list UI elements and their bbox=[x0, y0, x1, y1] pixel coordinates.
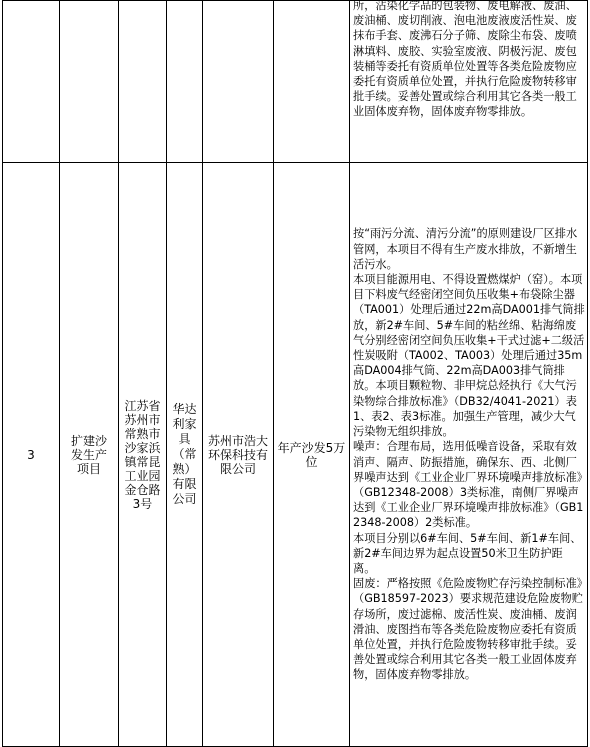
cell-company: 华达利家具（常熟）有限公司 bbox=[167, 163, 203, 747]
requirement-protection-distance: 本项目分别以6#车间、5#车间、新1#车间、新2#车间边界为起点设置50米卫生防护距离。 bbox=[353, 531, 582, 575]
requirement-paragraph: 所，沾染化学品的包装物、废电解液、废油、废油桶、废切削液、泡电池废液废活性炭、废抹布手套、废沸石分子筛、废除尘布袋、废喷淋填料、废胶、实验室废液、阴极污泥、废包装桶等委托有资质单位处置等各类危险废物应委托有资质单位处置，并执行危险废物转移审批手续。妥善处置或综合利用其它各类一般工业固体废弃物，固体废弃物零排放。 bbox=[353, 0, 577, 119]
cell-eia-unit: 苏州市浩大环保科技有限公司 bbox=[203, 163, 274, 747]
table-row-3 bbox=[3, 163, 588, 747]
cell-eia-unit-prev bbox=[203, 1, 274, 163]
requirement-solid-waste: 固废：严格按照《危险废物贮存污染控制标准》（GB18597-2023）要求规范建设危险废物贮存场所，废过滤棉、废活性炭、废油桶、废润滑油、废图挡布等各类危险废物应委托有资质单位处置，并执行危险废物转移审批手续。妥善处置或综合利用其它各类一般工业固体废弃物，固体废弃物零排放。 bbox=[353, 577, 583, 682]
cell-scale: 年产沙发5万位 bbox=[274, 163, 350, 747]
cell-index-prev bbox=[3, 1, 60, 163]
cell-company-prev bbox=[167, 1, 203, 163]
cell-project-prev bbox=[60, 1, 119, 163]
cell-scale-prev bbox=[274, 1, 350, 163]
cell-project-name: 扩建沙发生产项目 bbox=[60, 163, 119, 747]
project-table bbox=[2, 0, 588, 747]
cell-index: 3 bbox=[3, 163, 60, 747]
cell-requirements-prev bbox=[350, 1, 588, 163]
cell-requirements bbox=[350, 163, 588, 747]
requirement-air: 本项目能源用电、不得设置燃煤炉（窑）。本项目下料废气经密闭空间负压收集+布袋除尘器（TA001）处理后通过22m高DA001排气筒排放，新2#车间、5#车间的粘丝绵、粘海绵废气分别经密闭空间负压收集+干式过滤+二级活性炭吸附（TA002、TA003）处理后通过35m高DA004排气筒、22m高DA003排气筒排放。本项目颗粒物、非甲烷总烃执行《大气污染物综合排放标准》（DB32/4041-2021）表1、表2、表3标准。加强生产管理，减少大气污染物无组织排放。 bbox=[353, 273, 585, 439]
cell-location-prev bbox=[119, 1, 167, 163]
cell-location: 江苏省苏州市常熟市沙家浜镇常昆工业园金仓路3号 bbox=[119, 163, 167, 747]
table-row-previous bbox=[3, 1, 588, 163]
requirement-noise: 噪声：合理布局，选用低噪音设备，采取有效消声、隔声、防振措施，确保东、西、北侧厂界噪声达到《工业企业厂界环境噪声排放标准》（GB12348-2008）3类标准，南侧厂界噪声达到《工业企业厂界环境噪声排放标准》（GB12348-2008）2类标准。 bbox=[353, 440, 584, 530]
requirement-wastewater: 按“雨污分流、清污分流”的原则建设厂区排水管网，本项目不得有生产废水排放，不新增生活污水。 bbox=[353, 227, 578, 271]
